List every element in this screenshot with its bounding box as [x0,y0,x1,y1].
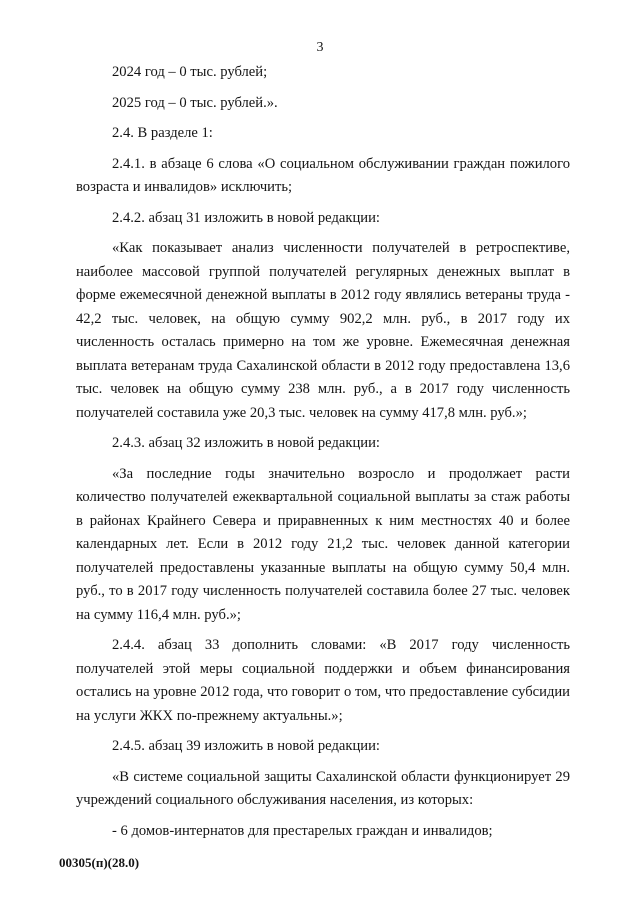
paragraph: 2.4.1. в абзаце 6 слова «О социальном обслуживании граждан пожилого возраста и инвалидов» исключить; [76,155,570,195]
document-code-footer: 00305(п)(28.0) [59,855,140,870]
document-body [76,61,570,843]
paragraph: 2.4.3. абзац 32 изложить в новой редакции: [112,435,380,451]
paragraph: 2025 год – 0 тыс. рублей.». [112,94,278,111]
paragraph: 2.4.4. абзац 33 дополнить словами: «В 2017 году численность получателей этой меры социальной поддержки и объем финансирования остались на уровне 2012 года, что говорит о том, что предоставление субсидии на услуги ЖКХ по-прежнему актуальны.»; [76,637,570,724]
page-number: 3 [316,40,324,55]
paragraph: 2024 год – 0 тыс. рублей; [112,64,268,80]
paragraph: «В системе социальной защиты Сахалинской области функционирует 29 учреждений социального обслуживания населения, из которых: [76,768,570,808]
list-item: - 6 домов-интернатов для престарелых граждан и инвалидов; [112,822,493,839]
paragraph: 2.4. В разделе 1: [112,125,213,141]
paragraph: 2.4.2. абзац 31 изложить в новой редакции: [112,209,380,226]
paragraph: «За последние годы значительно возросло и продолжает расти количество получателей ежеквартальной социальной выплаты за стаж работы в районах Крайнего Севера и приравненных к ним местностях 40 и более календарных лет. Если в 2012 году 21,2 тыс. человек данной категории получателей предоставлены указанные выплаты на общую сумму 50,4 млн. руб., то в 2017 году численность получателей составила более 27 тыс. человек на сумму 116,4 млн. руб.»; [76,465,570,623]
paragraph: 2.4.5. абзац 39 изложить в новой редакции: [112,738,380,754]
paragraph: «Как показывает анализ численности получателей в ретроспективе, наиболее массовой группой получателей регулярных денежных выплат в форме ежемесячной денежной выплаты в 2012 году являлись ветераны труда - 42,2 тыс. человек, на общую сумму 902,2 млн. руб., в 2017 году их численность осталась примерно на том же уровне. Ежемесячная денежная выплата ветеранам труда Сахалинской области в 2012 году предоставлена 13,6 тыс. человек на общую сумму 238 млн. руб., а в 2017 году численность получателей составила уже 20,3 тыс. человек на сумму 417,8 млн. руб.»; [76,240,570,421]
